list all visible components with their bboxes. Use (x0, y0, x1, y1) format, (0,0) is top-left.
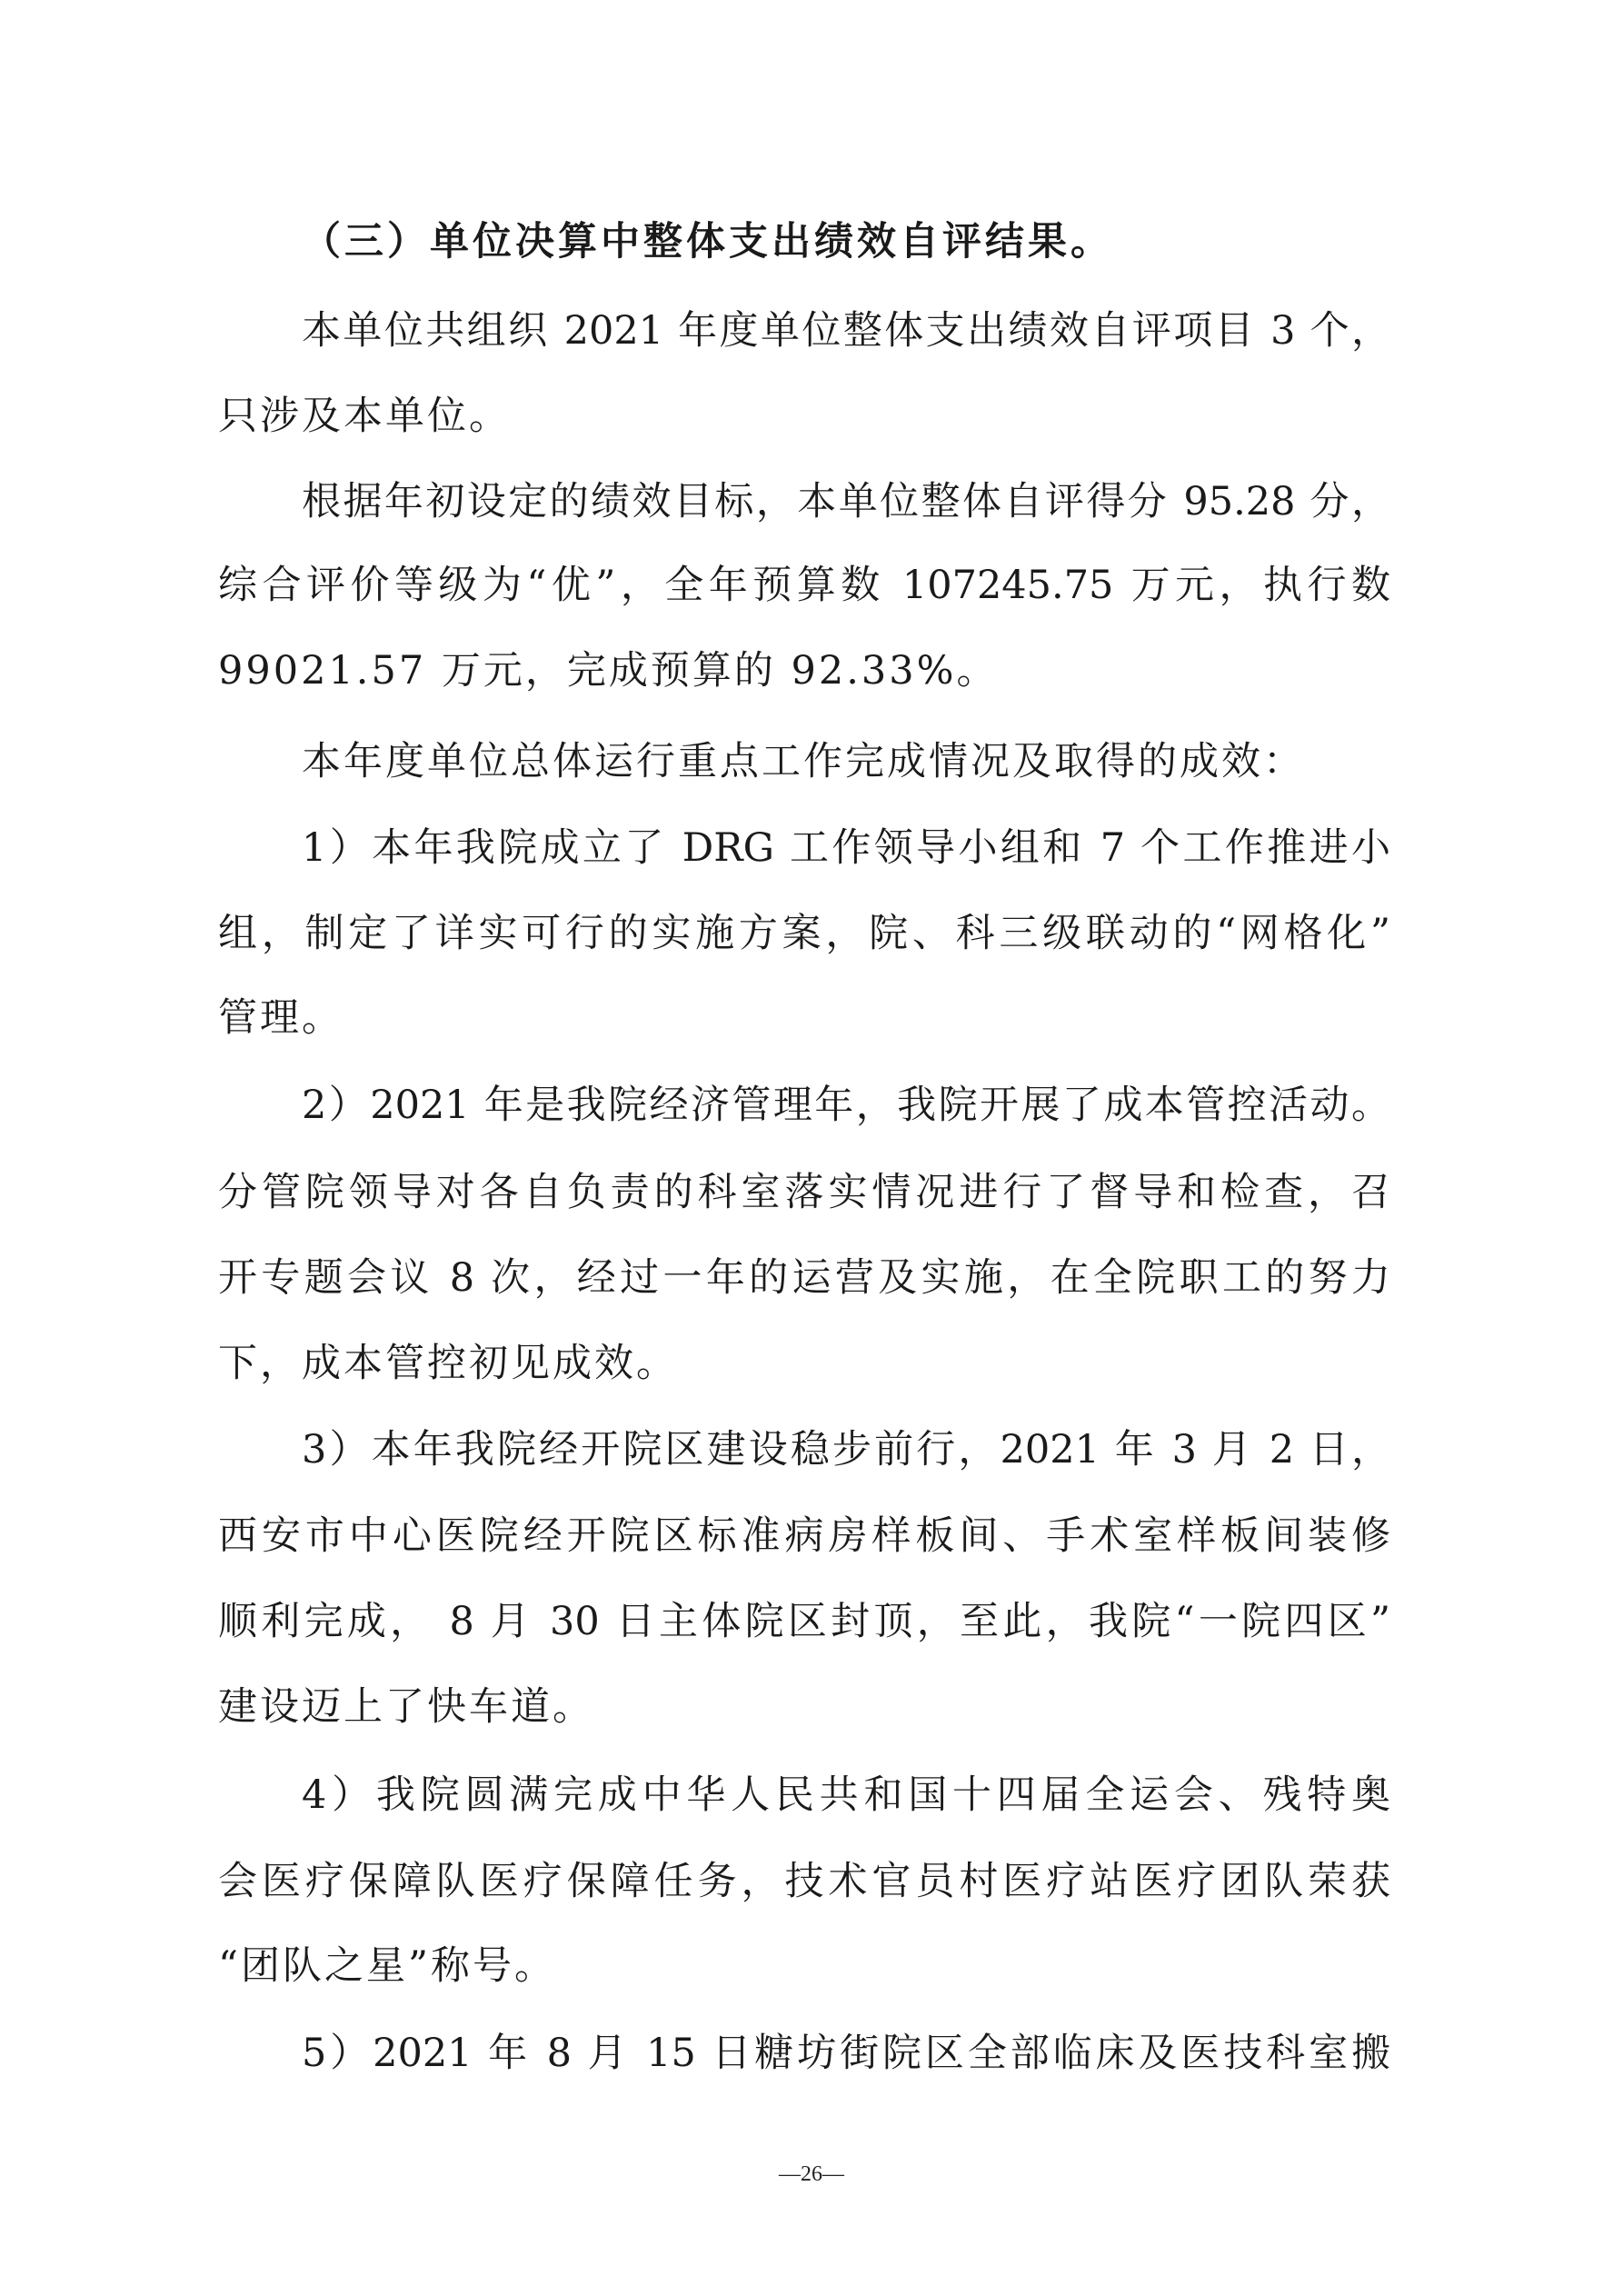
paragraph-line: 下，成本管控初见成效。 (218, 1341, 678, 1386)
paragraph-line: 本年度单位总体运行重点工作完成情况及取得的成效： (302, 739, 1305, 784)
paragraph-line: 5）2021 年 8 月 15 日糖坊街院区全部临床及医技科室搬 (302, 2031, 1390, 2076)
paragraph-line: 管理。 (218, 995, 344, 1041)
paragraph-line: 综合评价等级为“优”，全年预算数 107245.75 万元，执行数 (218, 563, 1390, 608)
paragraph-line: 1）本年我院成立了 DRG 工作领导小组和 7 个工作推进小 (302, 825, 1390, 871)
paragraph-line: 本单位共组织 2021 年度单位整体支出绩效自评项目 3 个， (302, 308, 1390, 354)
paragraph-line: 只涉及本单位。 (218, 394, 511, 439)
paragraph-line: 开专题会议 8 次，经过一年的运营及实施，在全院职工的努力 (218, 1255, 1390, 1301)
paragraph-line: 2）2021 年是我院经济管理年，我院开展了成本管控活动。 (302, 1083, 1390, 1128)
paragraph-line: “团队之星”称号。 (218, 1943, 556, 1989)
paragraph-line: 组，制定了详实可行的实施方案，院、科三级联动的“网格化” (218, 911, 1390, 956)
paragraph-line: 4）我院圆满完成中华人民共和国十四届全运会、残特奥 (302, 1772, 1390, 1818)
paragraph-line: 99021.57 万元，完成预算的 92.33%。 (218, 648, 999, 694)
paragraph-line: 建设迈上了快车道。 (218, 1684, 594, 1730)
paragraph-line: 会医疗保障队医疗保障任务，技术官员村医疗站医疗团队荣获 (218, 1859, 1390, 1904)
paragraph-line: 分管院领导对各自负责的科室落实情况进行了督导和检查，召 (218, 1170, 1390, 1215)
section-heading: （三）单位决算中整体支出绩效自评结果。 (302, 219, 1113, 265)
paragraph-line: 顺利完成， 8 月 30 日主体院区封顶，至此，我院“一院四区” (218, 1599, 1390, 1644)
paragraph-line: 西安市中心医院经开院区标准病房样板间、手术室样板间装修 (218, 1513, 1390, 1559)
paragraph-line: 3）本年我院经开院区建设稳步前行，2021 年 3 月 2 日， (302, 1427, 1390, 1472)
paragraph-line: 根据年初设定的绩效目标，本单位整体自评得分 95.28 分， (302, 479, 1390, 524)
page-number: —26— (779, 2162, 844, 2186)
